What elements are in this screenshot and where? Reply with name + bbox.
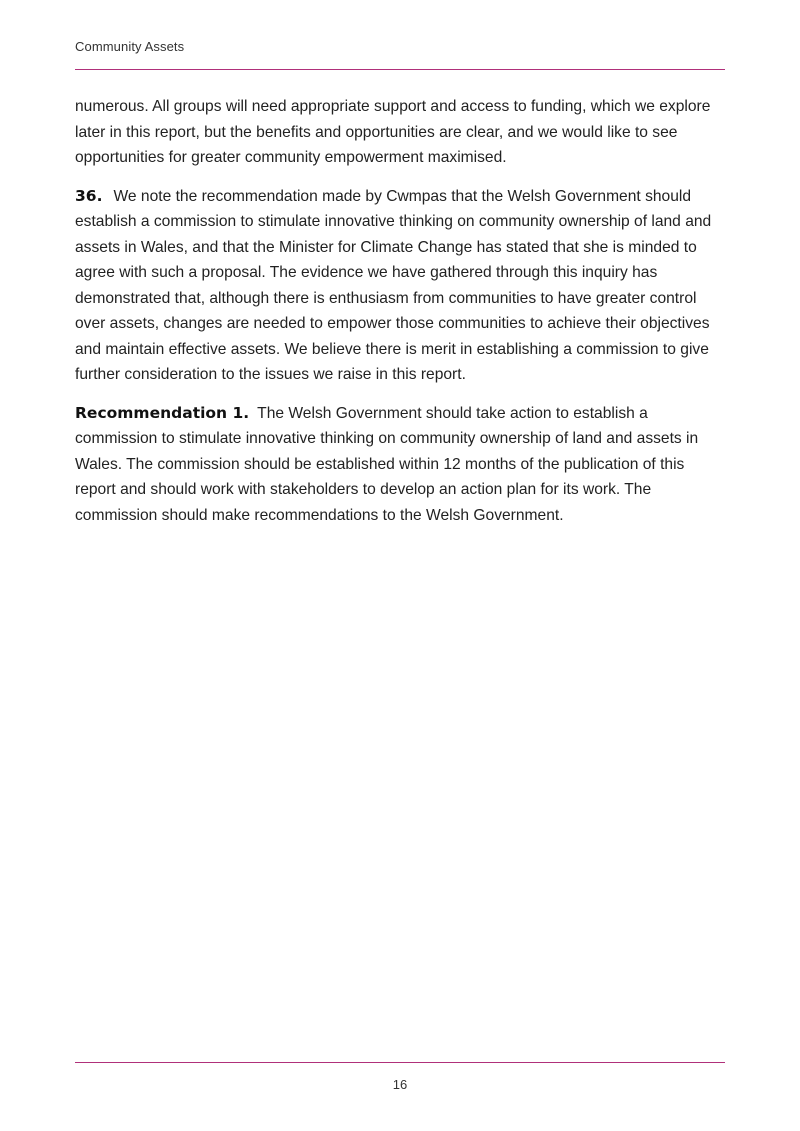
paragraph-continued-text: numerous. All groups will need appropriate support and access to funding, which we explore later in this report, but the benefits and opportunities are clear, and we would like to see opportunities for greater community empowerment maximised. [75, 98, 711, 166]
page-number: 16 [392, 1077, 408, 1092]
recommendation-1-text: The Welsh Government should take action to establish a commission to stimulate innovative thinking on community ownership of land and assets in Wales. The commission should be established within 12 months of the publication of this report and should work with stakeholders to develop an action plan for its work. The commission should make recommendations to the Welsh Government. [75, 404, 699, 524]
running-header-title: Community Assets [75, 39, 185, 54]
paragraph-36 [75, 184, 727, 388]
recommendation-1 [75, 401, 727, 529]
paragraph-continued [75, 94, 727, 171]
recommendation-label: Recommendation 1. [75, 403, 250, 422]
paragraph-number: 36. [75, 186, 103, 205]
header-divider [75, 69, 725, 70]
document-body [75, 94, 727, 541]
paragraph-36-text: We note the recommendation made by Cwmpas that the Welsh Government should establish a commission to stimulate innovative thinking on community ownership of land and assets in Wales, and that the Minister for Climate Change has stated that she is minded to agree with such a proposal. The evidence we have gathered through this inquiry has demonstrated that, although there is enthusiasm from communities to have greater control over assets, changes are needed to empower those communities to achieve their objectives and maintain effective assets. We believe there is merit in establishing a commission to give further consideration to the issues we raise in this report. [75, 187, 712, 383]
footer-divider [75, 1062, 725, 1063]
